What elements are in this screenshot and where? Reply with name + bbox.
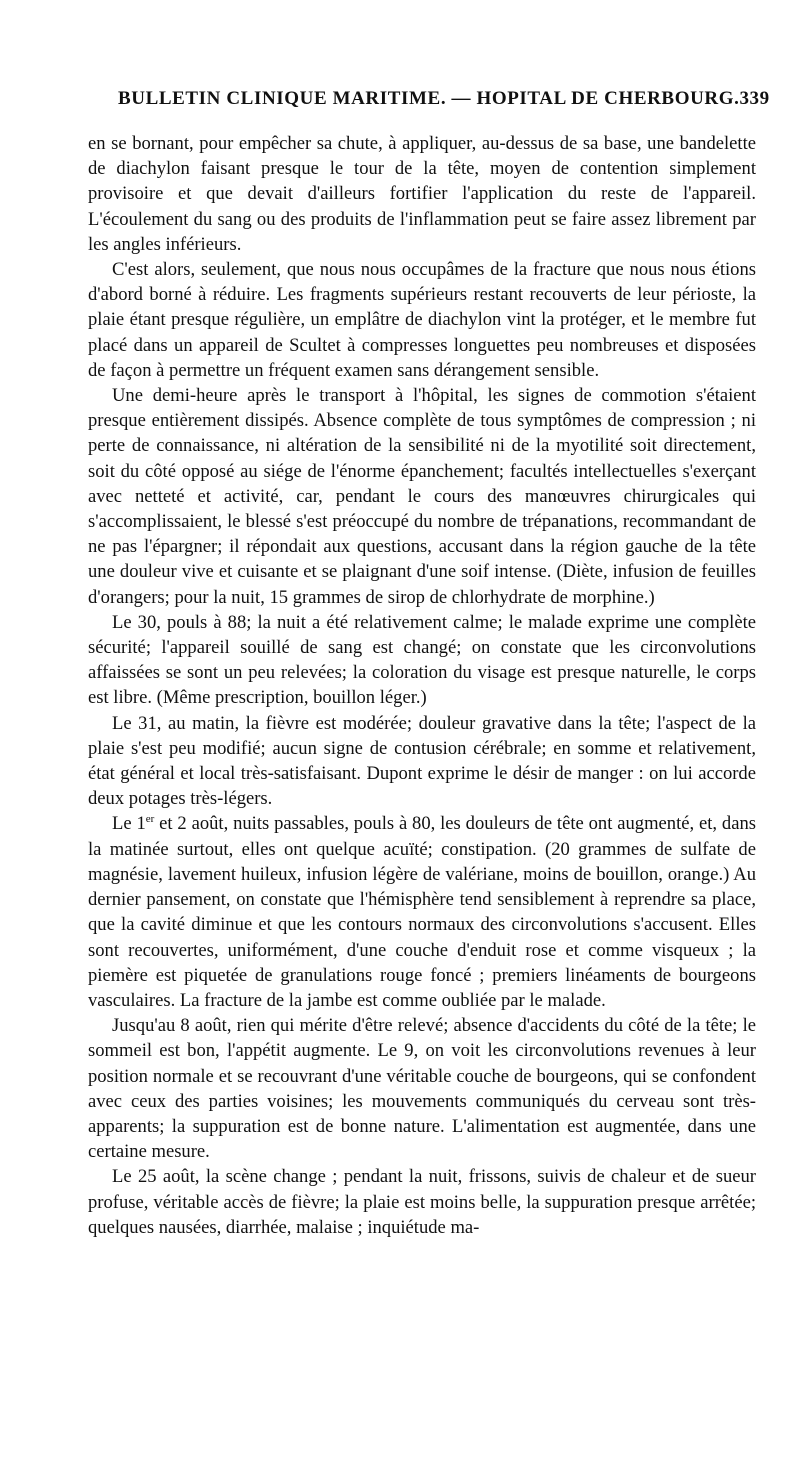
paragraph-fracture: C'est alors, seulement, que nous nous occupâmes de la fracture que nous nous étions d'abord borné à réduire. Les fragments supérieurs restant recouverts de leur périoste, la plaie étant presque régulière, un emplâtre de diachylon vint la protéger, et le membre fut placé dans un appareil de Scultet à compresses longuettes peu nombreuses et disposées de façon à permettre un fréquent examen sans dérangement sensible. — [88, 259, 756, 381]
paragraph-commotion: Une demi-heure après le transport à l'hôpital, les signes de commotion s'étaient presque entièrement dissipés. Absence complète de tous symptômes de compression ; ni perte de connaissance, ni altération de la sensibilité ni de la myotilité soit directement, soit du côté opposé au siége de l'énorme épanchement; facultés intellectuelles s'exerçant avec netteté et activité, car, pendant le cours des manœuvres chirurgicales qui s'accomplissaient, le blessé s'est préoccupé du nombre de trépanations, recommandant de ne pas l'épargner; il répondait aux questions, accusant dans la région gauche de la tête une douleur vive et cuisante et se plaignant d'une soif intense. (Diète, infusion de feuilles d'orangers; pour la nuit, 15 grammes de sirop de chlorhydrate de morphine.) — [88, 385, 756, 608]
body-text — [88, 131, 756, 1240]
paragraph-august-1-2 — [88, 811, 756, 1013]
august-ordinal: er — [145, 813, 155, 826]
paragraph-august-25: Le 25 août, la scène change ; pendant la nuit, frissons, suivis de chaleur et de sueur profuse, véritable accès de fièvre; la plaie est moins belle, la suppuration presque arrêtée; quelques nausées, diarrhée, malaise ; inquiétude ma- — [88, 1166, 756, 1238]
page-number: 339 — [739, 88, 770, 109]
paragraph-day-30: Le 30, pouls à 88; la nuit a été relativement calme; le malade exprime une complète sécurité; l'appareil souillé de sang est changé; on constate que les circonvolutions affaissées se sont un peu relevées; la coloration du visage est presque naturelle, le corps est libre. (Même prescription, bouillon léger.) — [88, 611, 756, 709]
august-rest: et 2 août, nuits passables, pouls à 80, les douleurs de tête ont augmenté, et, dans la matinée surtout, elles ont quelque acuïté; constipation. (20 grammes de sulfate de magnésie, lavement huileux, infusion légère de valériane, moins de bouillon, orange.) Au dernier pansement, on constate que l'hémisphère tend sensiblement à reprendre sa place, que la cavité diminue et que les contours normaux des circonvolutions s'accusent. Elles sont recouvertes, uniformément, d'une couche d'enduit rose et comme visqueux ; la piemère est piquetée de granulations rouge foncé ; premiers linéaments de bourgeons vasculaires. La fracture de la jambe est comme oubliée par le malade. — [88, 813, 756, 1011]
running-title: BULLETIN CLINIQUE MARITIME. — HOPITAL DE CHERBOURG. — [118, 88, 740, 109]
paragraph-day-31: Le 31, au matin, la fièvre est modérée; douleur gravative dans la tête; l'aspect de la plaie s'est peu modifié; aucun signe de contusion cérébrale; en somme et relativement, état général et local très-satisfaisant. Dupont exprime le désir de manger : on lui accorde deux potages très-légers. — [88, 712, 756, 810]
august-lead: Le 1 — [112, 813, 146, 835]
paragraph-august-8: Jusqu'au 8 août, rien qui mérite d'être relevé; absence d'accidents du côté de la tête; le sommeil est bon, l'appétit augmente. Le 9, on voit les circonvolutions revenues à leur position normale et se recouvrant d'une véritable couche de bourgeons, qui se confondent avec ceux des parties voisines; les mouvements communiqués du cerveau sont très-apparents; la suppuration est de bonne nature. L'alimentation est augmentée, dans une certaine mesure. — [88, 1015, 756, 1163]
paragraph-continued: en se bornant, pour empêcher sa chute, à appliquer, au-dessus de sa base, une bandelette de diachylon faisant presque le tour de la tête, moyen de contention simplement provisoire et que devait d'ailleurs fortifier l'application du reste de l'appareil. L'écoulement du sang ou des produits de l'inflammation peut se faire assez librement par les angles inférieurs. — [88, 133, 756, 255]
running-header — [118, 88, 770, 110]
